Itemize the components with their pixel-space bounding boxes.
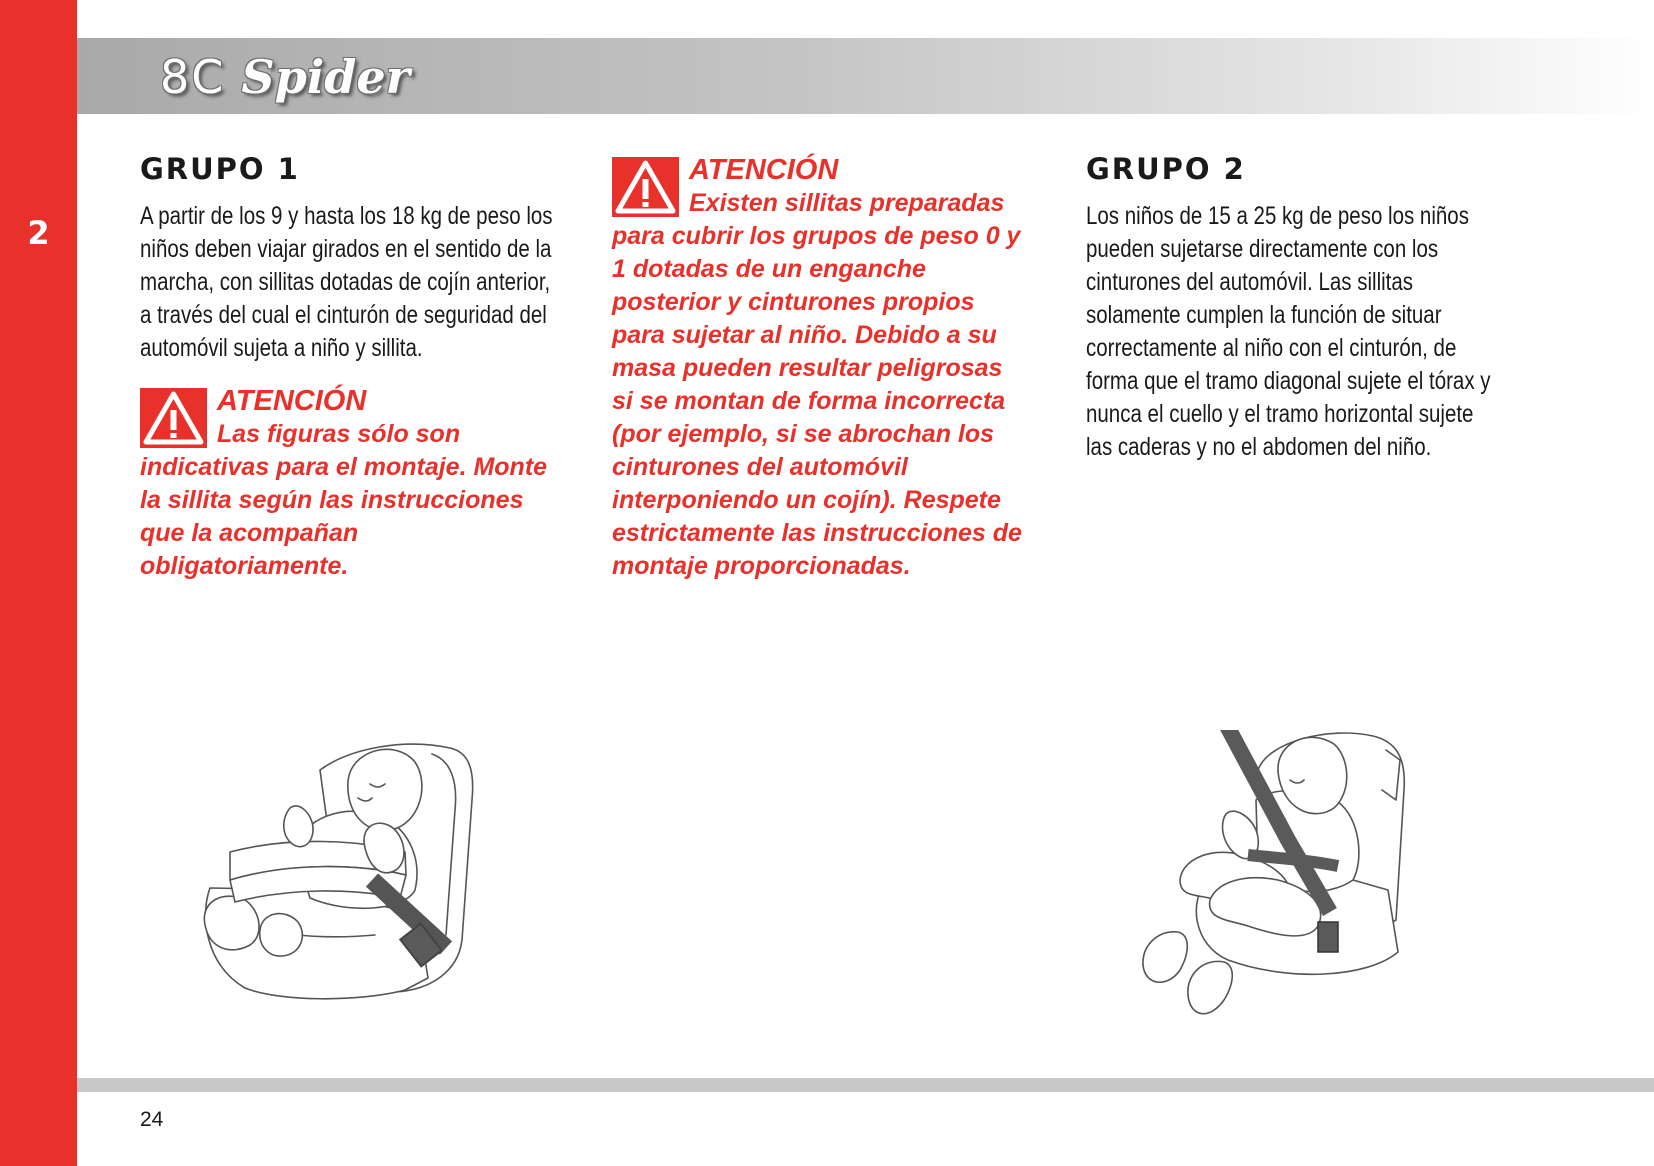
logo-primary-text: 8C bbox=[160, 50, 226, 104]
belt-buckle-icon bbox=[1318, 922, 1338, 952]
warning-triangle-icon bbox=[140, 388, 207, 448]
warning-title: ATENCIÓN bbox=[217, 385, 367, 417]
warning-box-group1 bbox=[140, 384, 560, 583]
chapter-number: 2 bbox=[27, 214, 50, 252]
warning-box-center bbox=[612, 153, 1027, 583]
grupo-2-body: Los niños de 15 a 25 kg de peso los niños pueden sujetarse directamente con los cinturones del automóvil. Las sillitas solamente cumplen la función de situar correctamente al niño con el cinturón, de forma que el tramo diagonal sujete el tórax y nunca el cuello y el tramo horizontal sujete las caderas y no el abdomen del niño. bbox=[1086, 202, 1491, 461]
grupo-1-heading: GRUPO 1 bbox=[140, 152, 300, 186]
chapter-side-band bbox=[0, 0, 77, 1166]
brand-logo bbox=[160, 42, 410, 112]
footer-band bbox=[77, 1078, 1654, 1092]
child-seat-group1-illustration bbox=[200, 740, 500, 1020]
child-seat-group2-illustration bbox=[1138, 730, 1438, 1030]
logo-script-text: Spider bbox=[241, 50, 410, 104]
grupo-2-heading: GRUPO 2 bbox=[1086, 152, 1246, 186]
warning-title: ATENCIÓN bbox=[689, 154, 839, 186]
warning-triangle-icon bbox=[612, 157, 679, 217]
warning-text: Existen sillitas preparadas para cubrir los grupos de peso 0 y 1 dotadas de un enganche posterior y cinturones propios para sujetar al niño. Debido a su masa pueden resultar peligrosas si se montan de forma incorrecta (por ejemplo, si se abrochan los cinturones del automóvil interponiendo un cojín). Respete estrictamente las instrucciones de montaje proporcionadas. bbox=[612, 189, 1022, 580]
warning-text: Las figuras sólo son indicativas para el montaje. Monte la sillita según las instrucciones que la acompañan obligatoriamente. bbox=[140, 420, 548, 580]
page-number: 24 bbox=[140, 1108, 164, 1131]
grupo-1-body: A partir de los 9 y hasta los 18 kg de peso los niños deben viajar girados en el sentido de la marcha, con sillitas dotadas de cojín anterior, a través del cual el cinturón de seguridad del automóvil sujeta a niño y sillita. bbox=[140, 202, 553, 362]
